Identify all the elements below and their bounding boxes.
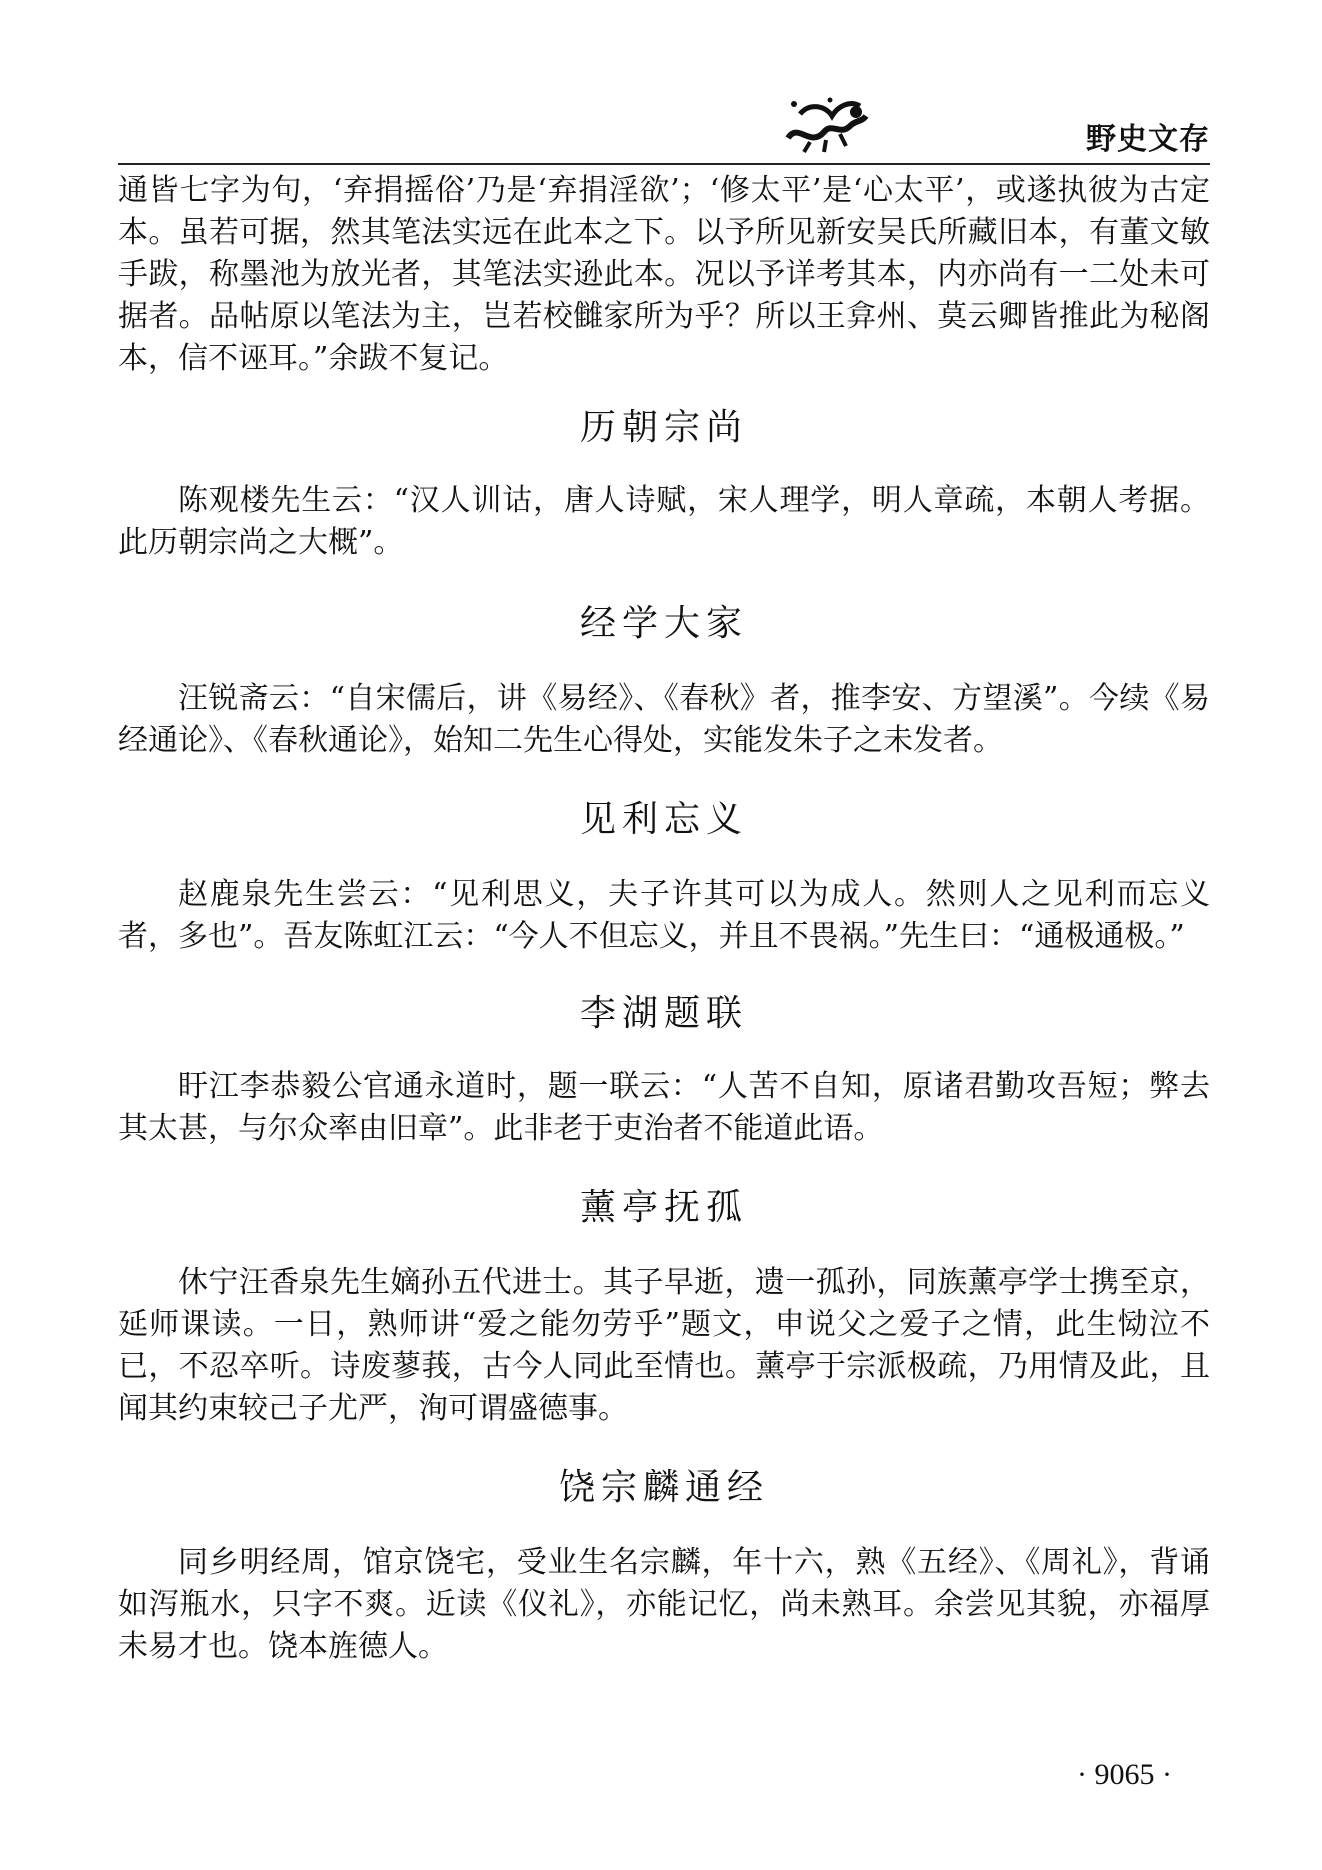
dragon-emblem-icon: [780, 92, 870, 156]
page-number: · 9065 ·: [1077, 1758, 1172, 1791]
section-body: 陈观楼先生云：“汉人训诂，唐人诗赋，宋人理学，明人章疏，本朝人考据。此历朝宗尚之大概”。: [118, 483, 1210, 560]
section-title: 见利忘义: [579, 799, 748, 840]
page-header: [780, 92, 1220, 162]
series-title: 野史文存: [1086, 122, 1210, 157]
section-title: 历朝宗尚: [579, 407, 748, 448]
section-body: 汪锐斋云：“自宋儒后，讲《易经》、《春秋》者，推李安、方望溪”。今续《易经通论》、《春秋通论》，始知二先生心得处，实能发朱子之未发者。: [118, 681, 1210, 758]
section-body: 盱江李恭毅公官通永道时，题一联云：“人苦不自知，原诸君勤攻吾短；弊去其太甚，与尔众率由旧章”。此非老于吏治者不能道此语。: [118, 1069, 1210, 1146]
section-body: 同乡明经周，馆京饶宅，受业生名宗麟，年十六，熟《五经》、《周礼》，背诵如泻瓶水，只字不爽。近读《仪礼》，亦能记忆，尚未熟耳。余尝见其貌，亦福厚未易才也。饶本旌德人。: [118, 1545, 1210, 1664]
section-body: 赵鹿泉先生尝云：“见利思义，夫子许其可以为成人。然则人之见利而忘义者，多也”。吾友陈虹江云：“今人不但忘义，并且不畏祸。”先生曰：“通极通极。”: [118, 877, 1210, 954]
section-body: 休宁汪香泉先生嫡孙五代进士。其子早逝，遗一孤孙，同族薰亭学士携至京，延师课读。一日，熟师讲“爱之能勿劳乎”题文，申说父之爱子之情，此生恸泣不已，不忍卒听。诗废蓼莪，古今人同此至情也。薰亭于宗派极疏，乃用情及此，且闻其约束较己子尤严，洵可谓盛德事。: [118, 1265, 1210, 1426]
section-title: 经学大家: [579, 603, 748, 644]
section-title: 李湖题联: [579, 993, 748, 1034]
section-title: 饶宗麟通经: [558, 1467, 769, 1508]
intro-paragraph: 通皆七字为句，‘弃捐摇俗’乃是‘弃捐淫欲’；‘修太平’是‘心太平’，或遂执彼为古定本。虽若可据，然其笔法实远在此本之下。以予所见新安吴氏所藏旧本，有董文敏手跋，称墨池为放光者，其笔法实逊此本。况以予详考其本，内亦尚有一二处未可据者。品帖原以笔法为主，岂若校雠家所为乎？所以王弇州、莫云卿皆推此为秘阁本，信不诬耳。”余跋不复记。: [118, 173, 1210, 376]
page-content: [118, 170, 1210, 1668]
header-rule: [118, 163, 1210, 165]
section-title: 薰亭抚孤: [579, 1187, 748, 1228]
